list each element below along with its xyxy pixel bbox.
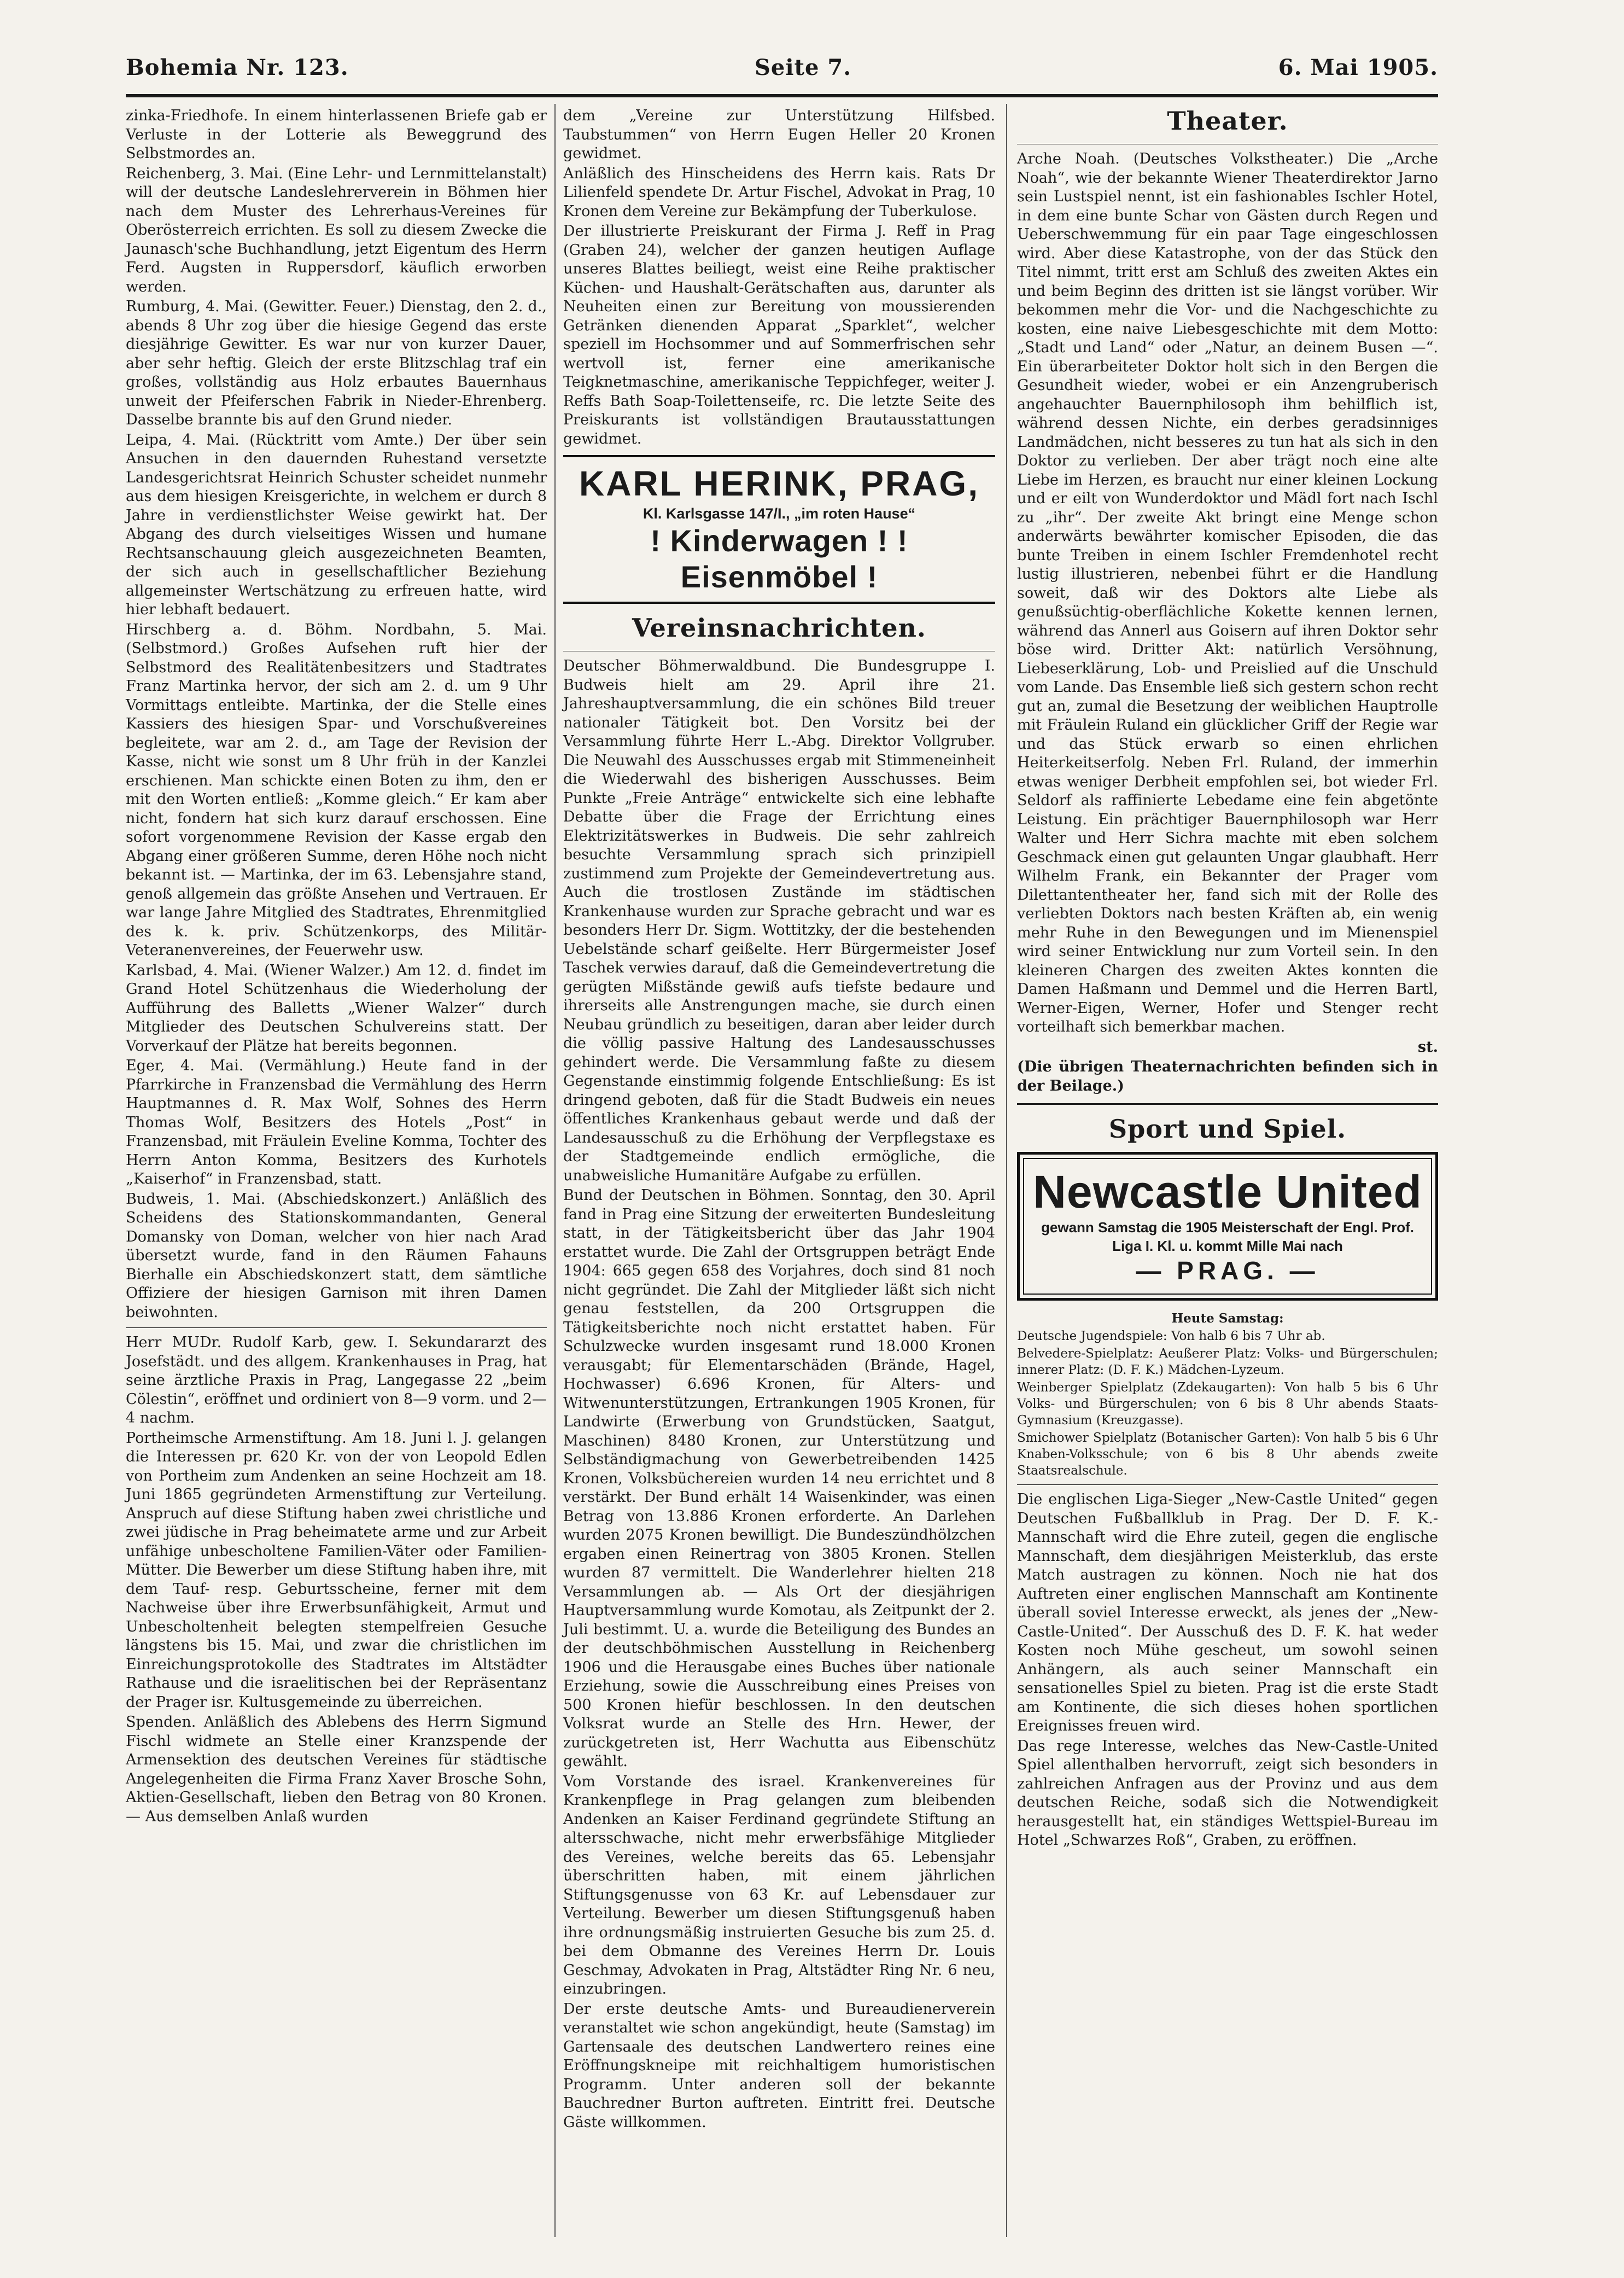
- article: Hirschberg a. d. Böhm. Nordbahn, 5. Mai. (Selbstmord.) Großes Aufsehen ruft hier der Selbstmord des Realitätenbesitzers und Stadtrates Franz Martinka hervor, der sich am 2. d. um 9 Uhr Vormittags entleibte. Martinka, der die Stelle eines Kassiers des hiesigen Spar- und Vorschußvereines begleitete, war am 2. d., am Tage der Revision der Kasse, nicht wie sonst um 8 Uhr früh in der Kanzlei erschienen. Man schickte einen Boten zu ihm, den er mit den Worten entließ: „Komme gleich.“ Er kam aber nicht, fondern hat sich kurz darauf erschossen. Eine sofort vorgenommene Revision der Kasse ergab den Abgang einer größeren Summe, deren Höhe noch nicht bekannt ist. — Martinka, der im 63. Lebensjahre stand, genoß allgemein das größte Ansehen und Vertrauen. Er war lange Jahre Mitglied des Stadtrates, Ehrenmitglied des k. k. priv. Schützenkorps, des Militär-Veteranenvereines, der Feuerwehr usw.: [126, 621, 547, 959]
- schedule-item: Deutsche Jugendspiele: Von halb 6 bis 7 Uhr ab.: [1017, 1329, 1325, 1343]
- header-publication: Bohemia Nr. 123.: [126, 55, 349, 80]
- schedule-item: Weinberger Spielplatz (Zdekaugarten): Von halb 5 bis 6 Uhr Volks- und Bürgerschulen; von 6 bis 8 Uhr abends Staats-Gymnasium (Kreuzgasse).: [1017, 1380, 1438, 1428]
- header-page-number: Seite 7.: [755, 55, 852, 80]
- advertisement-herink: [563, 455, 995, 604]
- column-rule: [554, 104, 556, 2237]
- column-theater-sport: [1017, 107, 1438, 1851]
- schedule-item: Smichower Spielplatz (Botanischer Garten): Von halb 5 bis 6 Uhr Knaben-Volksschule; von 6 bis 8 Uhr abends zweite Staatsrealschule.: [1017, 1431, 1438, 1478]
- review-signature: st.: [1417, 1038, 1438, 1056]
- article: Das rege Interesse, welches das New-Castle-United Spiel allenthalben hervorruft, zeigt sich besonders in zahlreichen Anfragen aus der Provinz und aus dem deutschen Reiche, sodaß sich die Notwendigkeit herausgestellt hat, ein ständiges Wettspiel-Bureau im Hotel „Schwarzes Roß“, Graben, zu eröffnen.: [1017, 1737, 1438, 1849]
- column-local-news: [126, 107, 547, 1827]
- article: Rumburg, 4. Mai. (Gewitter. Feuer.) Dienstag, den 2. d., abends 8 Uhr zog über die hiesige Gegend das erste diesjährige Gewitter. Es war nur von kurzer Dauer, aber sehr heftig. Gleich der erste Blitzschlag traf ein großes, vollständig aus Holz erbautes Bauernhaus unweit der Pfeiferschen Fabrik in Nieder-Ehrenberg. Dasselbe brannte bis auf den Grund nieder.: [126, 298, 547, 428]
- column-rule: [1006, 104, 1007, 2237]
- article: dem „Vereine zur Unterstützung Hilfsbed. Taubstummen“ von Herrn Eugen Heller 20 Kronen gewidmet.: [563, 107, 995, 162]
- schedule-item: Belvedere-Spielplatz: Aeußerer Platz: Volks- und Bürgerschulen; innerer Platz: (D. F. K.) Mädchen-Lyzeum.: [1017, 1347, 1438, 1377]
- divider: [126, 1327, 547, 1328]
- article: Bund der Deutschen in Böhmen. Sonntag, den 30. April fand in Prag eine Sitzung der erweiterten Bundesleitung statt, in der Tätigkeitsbericht über das Jahr 1904 erstattet wurde. Die Zahl der Ortsgruppen beträgt Ende 1904: 665 gegen 658 des Vorjahres, doch sind 81 noch nicht gegründet. Die Zahl der Mitglieder läßt sich nicht genau feststellen, da 200 Ortsgruppen die Tätigkeitsberichte noch nicht erstattet haben. Für Schulzwecke wurden insgesamt rund 18.000 Kronen verausgabt; für Elementarschäden (Brände, Hagel, Hochwasser) 6.696 Kronen, für Alters- und Witwenunterstützungen, Ertrankungen 1905 Kronen, für Landwirte (Erwerbung von Grundstücken, Saatgut, Maschinen) 8480 Kronen, zur Unterstützung und Selbständigmachung von Gewerbetreibenden 1425 Kronen, Volksbüchereien wurden 14 neu errichtet und 8 verstärkt. Der Bund erhält 14 Waisenkinder, was einen Betrag von 13.886 Kronen erforderte. An Darlehen wurden 2075 Kronen bewilligt. Die Bundeszündhölzchen ergaben einen Reinertrag von 3805 Kronen. Stellen wurden 87 vermittelt. Die Wanderlehrer hielten 218 Versammlungen ab. — Als Ort der diesjährigen Hauptversammlung wurde Komotau, als Zeitpunkt der 2. Juli bestimmt. U. a. wurde die Beteiligung des Bundes an der deutschböhmischen Ausstellung in Reichenberg 1906 und die Herausgabe eines Buches über nationale Erziehung, sowie die Ausschreibung eines Preises von 500 Kronen hiefür beschlossen. In den deutschen Volksrat wurde an Stelle des Hrn. Hewer, der zurückgetreten ist, Herr Wachutta aus Eibenschütz gewählt.: [563, 1187, 995, 1770]
- article: Reichenberg, 3. Mai. (Eine Lehr- und Lernmittelanstalt) will der deutsche Landeslehrerverein in Böhmen hier nach dem Muster des Lehrerhaus-Vereines für Oberösterreich errichten. Es soll zu diesem Zwecke die Jaunasch'sche Buchhandlung, jetzt Eigentum des Herrn Ferd. Augsten in Ruppersdorf, käuflich erworben werden.: [126, 165, 547, 295]
- article: Die englischen Liga-Sieger „New-Castle United“ gegen Deutschen Fußballklub in Prag. Der D. F. K.-Mannschaft wird die Ehre zuteil, gegen die englische Mannschaft, dem diesjährigen Meisterklub, das erste Match austragen zu können. Noch nie hat dos Auftreten einer englischen Mannschaft am Kontinente überall soviel Interesse erweckt, als jenes der „New-Castle-United“. Der Ausschuß des D. F. K. hat weder Kosten noch Mühe gescheut, um sowohl seinen Anhängern, als auch seiner Mannschaft ein sensationelles Spiel zu bieten. Prag ist die erste Stadt am Kontinente, die sich dieses hohen sportlichen Ereignisses freuen wird.: [1017, 1491, 1438, 1734]
- header-date: 6. Mai 1905.: [1278, 55, 1438, 80]
- article: Budweis, 1. Mai. (Abschiedskonzert.) Anläßlich des Scheidens des Stationskommandanten, General Domansky von Doman, welcher von hier nach Arad übersetzt wurde, fand in den Räumen Fahauns Bierhalle ein Abschiedskonzert statt, dem sämtliche Offiziere der hiesigen Garnison mit ihren Damen beiwohnten.: [126, 1190, 547, 1321]
- ad-herink-address: Kl. Karlsgasse 147/I., „im roten Hause“: [642, 505, 916, 522]
- ad-newcastle-frame: [1023, 1158, 1432, 1295]
- section-title-sport: Sport und Spiel.: [1108, 1114, 1347, 1144]
- article: Deutscher Böhmerwaldbund. Die Bundesgruppe I. Budweis hielt am 29. April ihre 21. Jahreshauptversammlung, die ein schönes Bild treuer nationaler Tätigkeit bot. Den Vorsitz bei der Versammlung führte Herr L.-Abg. Direktor Vollgruber. Die Neuwahl des Ausschusses ergab mit Stimmeneinheit die Wiederwahl des bisherigen Ausschusses. Beim Punkte „Freie Anträge“ entwickelte sich eine lebhafte Debatte über die Frage der Errichtung eines Elektrizitätswerkes in Budweis. Die sehr zahlreich besuchte Versammlung sprach sich prinzipiell zustimmend zum Projekte der Gemeindevertretung aus. Auch die trostlosen Zustände im städtischen Krankenhause wurden zur Sprache gebracht und war es besonders Herr Dr. Sigm. Wottitzky, der die bestehenden Uebelstände scharf geißelte. Herr Bürgermeister Josef Taschek verwies darauf, daß die Gemeindevertretung die gerügten Mißstände gewiß aufs tiefste bedaure und ihrerseits alle Anstrengungen mache, sie durch einen Neubau gründlich zu beseitigen, daran aber leider durch die völlig passive Haltung des Landesausschusses gehindert werde. Die Versammlung faßte zu diesem Gegenstande einstimmig folgende Entschließung: Es ist dringend geboten, daß für die Stadt Budweis ein neues öffentliches Krankenhaus gebaut werde und daß der Landesausschuß zu die Erhöhung der Verpflegstaxe es der Stadtgemeinde endlich ermögliche, die unabweisliche Humanitäre Aufgabe zu erfüllen.: [563, 657, 995, 1184]
- article: Spenden. Anläßlich des Ablebens des Herrn Sigmund Fischl widmete an Stelle einer Kranzspende der Armensektion des deutschen Vereines für städtische Angelegenheiten die Firma Franz Xaver Brosche Sohn, Aktien-Gesellschaft, lieben den Betrag von 80 Kronen. — Aus demselben Anlaß wurden: [126, 1714, 547, 1825]
- article: Leipa, 4. Mai. (Rücktritt vom Amte.) Der über sein Ansuchen in den dauernden Ruhestand versetzte Landesgerichtsrat Heinrich Schuster scheidet nunmehr aus dem hiesigen Kreisgerichte, in welchem er durch 8 Jahre in verdienstlichster Weise gewirkt hat. Der Abgang des durch vielseitiges Wissen und humane Rechtsanschauung gleich ausgezeichneten Beamten, der sich auch in gesellschaftlicher Beziehung allgemeinster Wertschätzung zu erfreuen hatte, wird hier lebhaft bedauert.: [126, 431, 547, 618]
- article: Der erste deutsche Amts- und Bureaudienerverein veranstaltet wie schon angekündigt, heute (Samstag) im Gartensaale des deutschen Landwertero reines eine Eröffnungskneipe mit reichhaltigem humoristischen Programm. Unter anderen soll der bekannte Bauchredner Burton auftreten. Eintritt frei. Deutsche Gäste willkommen.: [563, 2000, 995, 2131]
- divider: [1017, 1484, 1438, 1485]
- page-header: [126, 55, 1438, 93]
- article: Anläßlich des Hinscheidens des Herrn kais. Rats Dr Lilienfeld spendete Dr. Artur Fischel, Advokat in Prag, 10 Kronen dem Vereine zur Bekämpfung der Tuberkulose.: [563, 165, 995, 220]
- section-title-theater: Theater.: [1167, 106, 1288, 136]
- column-associations: [563, 107, 995, 2133]
- article: Herr MUDr. Rudolf Karb, gew. I. Sekundararzt des Josefstädt. und des allgem. Krankenhauses in Prag, hat seine ärztliche Praxis in Prag, Langegasse 22 „beim Cölestin“, eröffnet und ordiniert von 8—9 vorm. und 2—4 nachm.: [126, 1334, 547, 1426]
- header-rule: [126, 94, 1438, 97]
- theater-review: Arche Noah. (Deutsches Volkstheater.) Die „Arche Noah“, wie der bekannte Wiener Theaterdirektor Jarno sein Lustspiel nennt, ist ein fashionables Ischler Hotel, in dem eine bunte Schar von Gästen durch Regen und Ueberschwemmung für ein paar Tage eingeschlossen wird. Aber diese Katastrophe, von der das Stück den Titel nimmt, tritt erst am Schluß des zweiten Aktes ein und beim Beginn des dritten ist sie längst vorüber. Wir bekommen mehr die Vor- und die Nachgeschichte zu kosten, eine naive Liebesgeschichte mit dem Motto: „Stadt und Land“ oder „Natur, an deinem Busen —“. Ein überarbeiteter Doktor holt sich in den Bergen die Gesundheit wieder, wobei er ein Anzengruberisch angehauchter Bauernphilosoph ihm behilflich ist, während dessen Nichte, ein derbes geradsinniges Landmädchen, nicht besseres zu tun hat als sich in den Doktor zu verlieben. Der aber trägt noch eine alte Liebe im Herzen, es braucht nur einer kleinen Lockung und er eilt von Wunderdoktor und Mädl fort nach Ischl zu „ihr“. Der zweite Akt bringt eine Menge schon anderwärts bewährter komischer Episoden, die das bunte Treiben in einem Ischler Fremdenhotel recht lustig illustrieren, nebenbei führt er die Handlung soweit, daß wir des Doktors alte Liebe als genußsüchtig-oberflächliche Kokette kennen lernen, während das Annerl aus Goisern auf ihren Doktor sehr böse wird. Dritter Akt: natürlich Versöhnung, Liebeserklärung, Lob- und Preislied auf die Unschuld vom Lande. Das Ensemble ließ sich gestern schon recht gut an, zumal die Besetzung der weiblichen Hauptrolle mit Fräulein Ruland ein glücklicher Griff der Regie war und das Stück erwarb so einen ehrlichen Heiterkeitserfolg. Neben Frl. Ruland, der immerhin etwas weniger Derbheit empfohlen sei, bot wieder Frl. Seldorf als raffinierte Lebedame eine fein abgetönte Leistung. Ein prächtiger Bauernphilosoph war Herr Walter und Herr Sichra machte mit eben solchem Geschmack einen gut gelaunten Ungar glaubhaft. Herr Wilhelm Frank, ein Bekannter der Prager vom Dilettantentheater her, fand sich mit der Rolle des verliebten Doktors nach besten Kräften ab, ein wenig mehr Ruhe in den Bewegungen und im Mienenspiel wird seiner Entwicklung nur zum Vorteil sein. In den kleineren Chargen des zweiten Aktes konnten die Damen Haßmann und Demmel und die Herren Bartl, Werner-Eigen, Werner, Hofer und Stenger recht vorteilhaft sich bemerkbar machen.: [1017, 150, 1438, 1035]
- ad-newcastle-title: Newcastle United: [1033, 1166, 1422, 1217]
- section-title-vereinsnachrichten: Vereinsnachrichten.: [632, 613, 926, 643]
- ad-newcastle-city: — PRAG. —: [1136, 1256, 1319, 1285]
- divider: [1017, 1103, 1438, 1105]
- article: Karlsbad, 4. Mai. (Wiener Walzer.) Am 12. d. findet im Grand Hotel Schützenhaus die Wiederholung der Aufführung des Balletts „Wiener Walzer“ durch Mitglieder des Deutschen Schulvereins statt. Der Vorverkauf der Plätze hat bereits begonnen.: [126, 962, 547, 1054]
- ad-herink-products: ! Kinderwagen ! ! Eisenmöbel !: [650, 523, 908, 594]
- theater-note: (Die übrigen Theaternachrichten befinden sich in der Beilage.): [1017, 1058, 1438, 1094]
- article: Vom Vorstande des israel. Krankenvereines für Krankenpflege in Prag gelangen zum bleibenden Andenken an Kaiser Ferdinand gegründete Stiftung an altersschwache, nicht mehr erwerbsfähige Mitglieder des Vereines, welche bereits das 65. Lebensjahr überschritten haben, mit einem jährlichen Stiftungsgenusse von 63 Kr. auf Lebensdauer zur Verteilung. Bewerber um diesen Stiftungsgenuß haben ihre ordnungsmäßig instruierten Gesuche bis zum 25. d. bei dem Obmanne des Vereines Herrn Dr. Louis Geschmay, Advokaten in Prag, Altstädter Ring Nr. 6 neu, einzubringen.: [563, 1773, 995, 1997]
- article: Der illustrierte Preiskurant der Firma J. Reff in Prag (Graben 24), welcher der ganzen heutigen Auflage unseres Blattes beiliegt, weist eine Reihe praktischer Küchen- und Haushalt-Gerätschaften aus, darunter als Neuheiten einen zur Bereitung von moussierenden Getränken dienenden Apparat „Sparklet“, welcher speziell im Hochsommer und auf Sommerfrischen sehr wertvoll ist, ferner eine amerikanische Teigknetmaschine, amerikanische Teppichfeger, weiter J. Reffs Bath Soap-Toilettenseife, rc. Die letzte Seite des Preiskurants ist vollständigen Brautausstattungen gewidmet.: [563, 223, 995, 447]
- ad-newcastle-text: gewann Samstag die 1905 Meisterschaft der Engl. Prof. Liga I. Kl. u. kommt Mille Mai nach: [1041, 1219, 1414, 1254]
- article: zinka-Friedhofe. In einem hinterlassenen Briefe gab er Verluste in der Lotterie als Beweggrund des Selbstmordes an.: [126, 107, 547, 162]
- schedule-title: Heute Samstag:: [1171, 1311, 1284, 1326]
- ad-herink-name: KARL HERINK, PRAG,: [579, 464, 979, 503]
- advertisement-newcastle: [1017, 1152, 1438, 1301]
- article: Eger, 4. Mai. (Vermählung.) Heute fand in der Pfarrkirche in Franzensbad die Vermählung des Herrn Hauptmannes d. R. Max Wolf, Sohnes des Herrn Thomas Wolf, Besitzers des Hotels „Post“ in Franzensbad, mit Fräulein Eveline Komma, Tochter des Herrn Anton Komma, Besitzers des Kurhotels „Kaiserhof“ in Franzensbad, statt.: [126, 1057, 547, 1187]
- article: Portheimsche Armenstiftung. Am 18. Juni l. J. gelangen die Interessen pr. 620 Kr. von der von Leopold Edlen von Portheim zum Andenken an seine Hochzeit am 18. Juni 1865 gegründeten Armenstiftung zur Verteilung. Anspruch auf diese Stiftung haben zwei christliche und zwei jüdische in Prag beheimatete arme und zur Arbeit unfähige unbescholtene Familien-Väter oder Familien-Mütter. Die Bewerber um diese Stiftung haben ihre, mit dem Tauf- resp. Geburtsscheine, ferner mit dem Nachweise über ihre Erwerbsunfähigkeit, Armut und Unbescholtenheit belegten stempelfreien Gesuche längstens bis 15. Mai, und zwar die christlichen im Einreichungsprotokolle des Stadtrates im Altstädter Rathause und die israelitischen bei der Repräsentanz der Prager isr. Kultusgemeinde zu überreichen.: [126, 1429, 547, 1711]
